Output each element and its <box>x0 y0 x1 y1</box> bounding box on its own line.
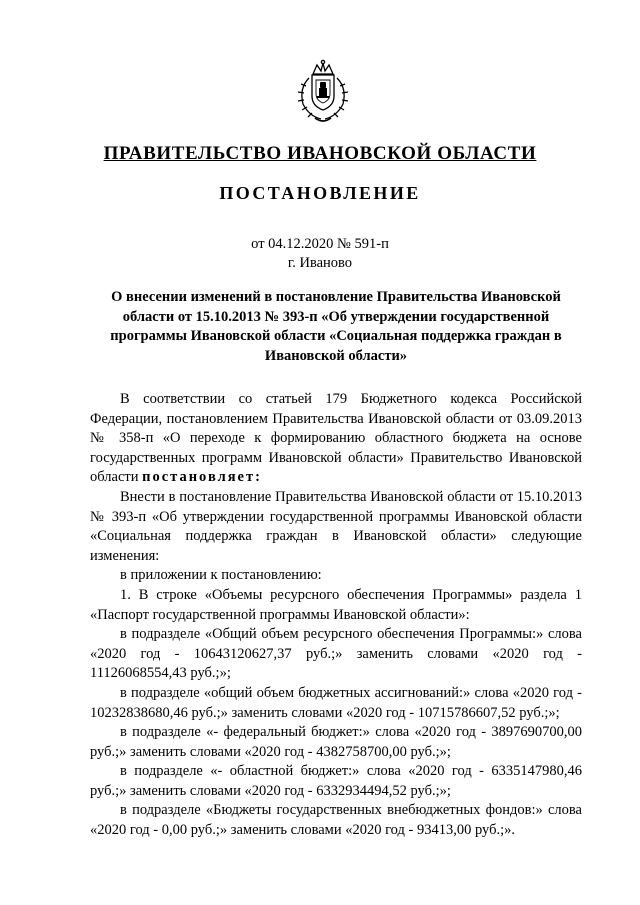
paragraph-appendix: в приложении к постановлению: <box>120 567 322 584</box>
paragraph-federal-budget: в подразделе «- федеральный бюджет:» слова «2020 год - 3897690700,00 руб.;» заменить словами «2020 год - 4382758700,00 руб.;»; <box>90 724 582 760</box>
paragraph-item-1: 1. В строке «Объемы ресурсного обеспечения Программы» раздела 1 «Паспорт государственной программы Ивановской области»: <box>90 586 582 623</box>
resolves-word: постановляет: <box>142 469 262 486</box>
document-body <box>90 390 582 841</box>
document-subject: О внесении изменений в постановление Правительства Ивановской области от 15.10.2013 № 393-п «Об утверждении государственной программы Ивановской области «Социальная поддержка граждан в Ивановской области» <box>110 289 562 364</box>
paragraph-budget-allocations: в подразделе «общий объем бюджетных ассигнований:» слова «2020 год - 10232838680,46 руб.;» заменить словами «2020 год - 10715786607,52 руб.;»; <box>90 684 582 721</box>
city: г. Иваново <box>287 255 353 271</box>
date-and-number: от 04.12.2020 № 591-п <box>251 236 389 252</box>
paragraph-total-volume: в подразделе «Общий объем ресурсного обеспечения Программы:» слова «2020 год - 10643120627,37 руб.;» заменить словами «2020 год - 11126068554,43 руб.;»; <box>90 626 582 682</box>
coat-of-arms-icon <box>287 56 359 128</box>
paragraph-amend: Внести в постановление Правительства Ивановской области от 15.10.2013 № 393-п «Об утверждении государственной программы Ивановской области «Социальная поддержка граждан в Ивановской области» следующие изменения: <box>90 488 582 564</box>
paragraph-regional-budget: в подразделе «- областной бюджет:» слова «2020 год - 6335147980,46 руб.;» заменить словами «2020 год - 6332934494,52 руб.;»; <box>90 763 582 799</box>
paragraph-basis-text: В соответствии со статьей 179 Бюджетного кодекса Российской Федерации, постановлением Правительства Ивановской области от 03.09.2013 № 358-п «О переходе к формированию областного бюджета на основе государственных программ Ивановской области» Правительство Ивановской области <box>90 391 582 486</box>
document-type: ПОСТАНОВЛЕНИЕ <box>219 183 421 203</box>
government-title: ПРАВИТЕЛЬСТВО ИВАНОВСКОЙ ОБЛАСТИ <box>103 143 537 164</box>
paragraph-extrabudgetary-funds: в подразделе «Бюджеты государственных внебюджетных фондов:» слова «2020 год - 0,00 руб.;» заменить словами «2020 год - 93413,00 руб.;». <box>90 802 582 839</box>
paragraph-basis <box>90 390 582 488</box>
